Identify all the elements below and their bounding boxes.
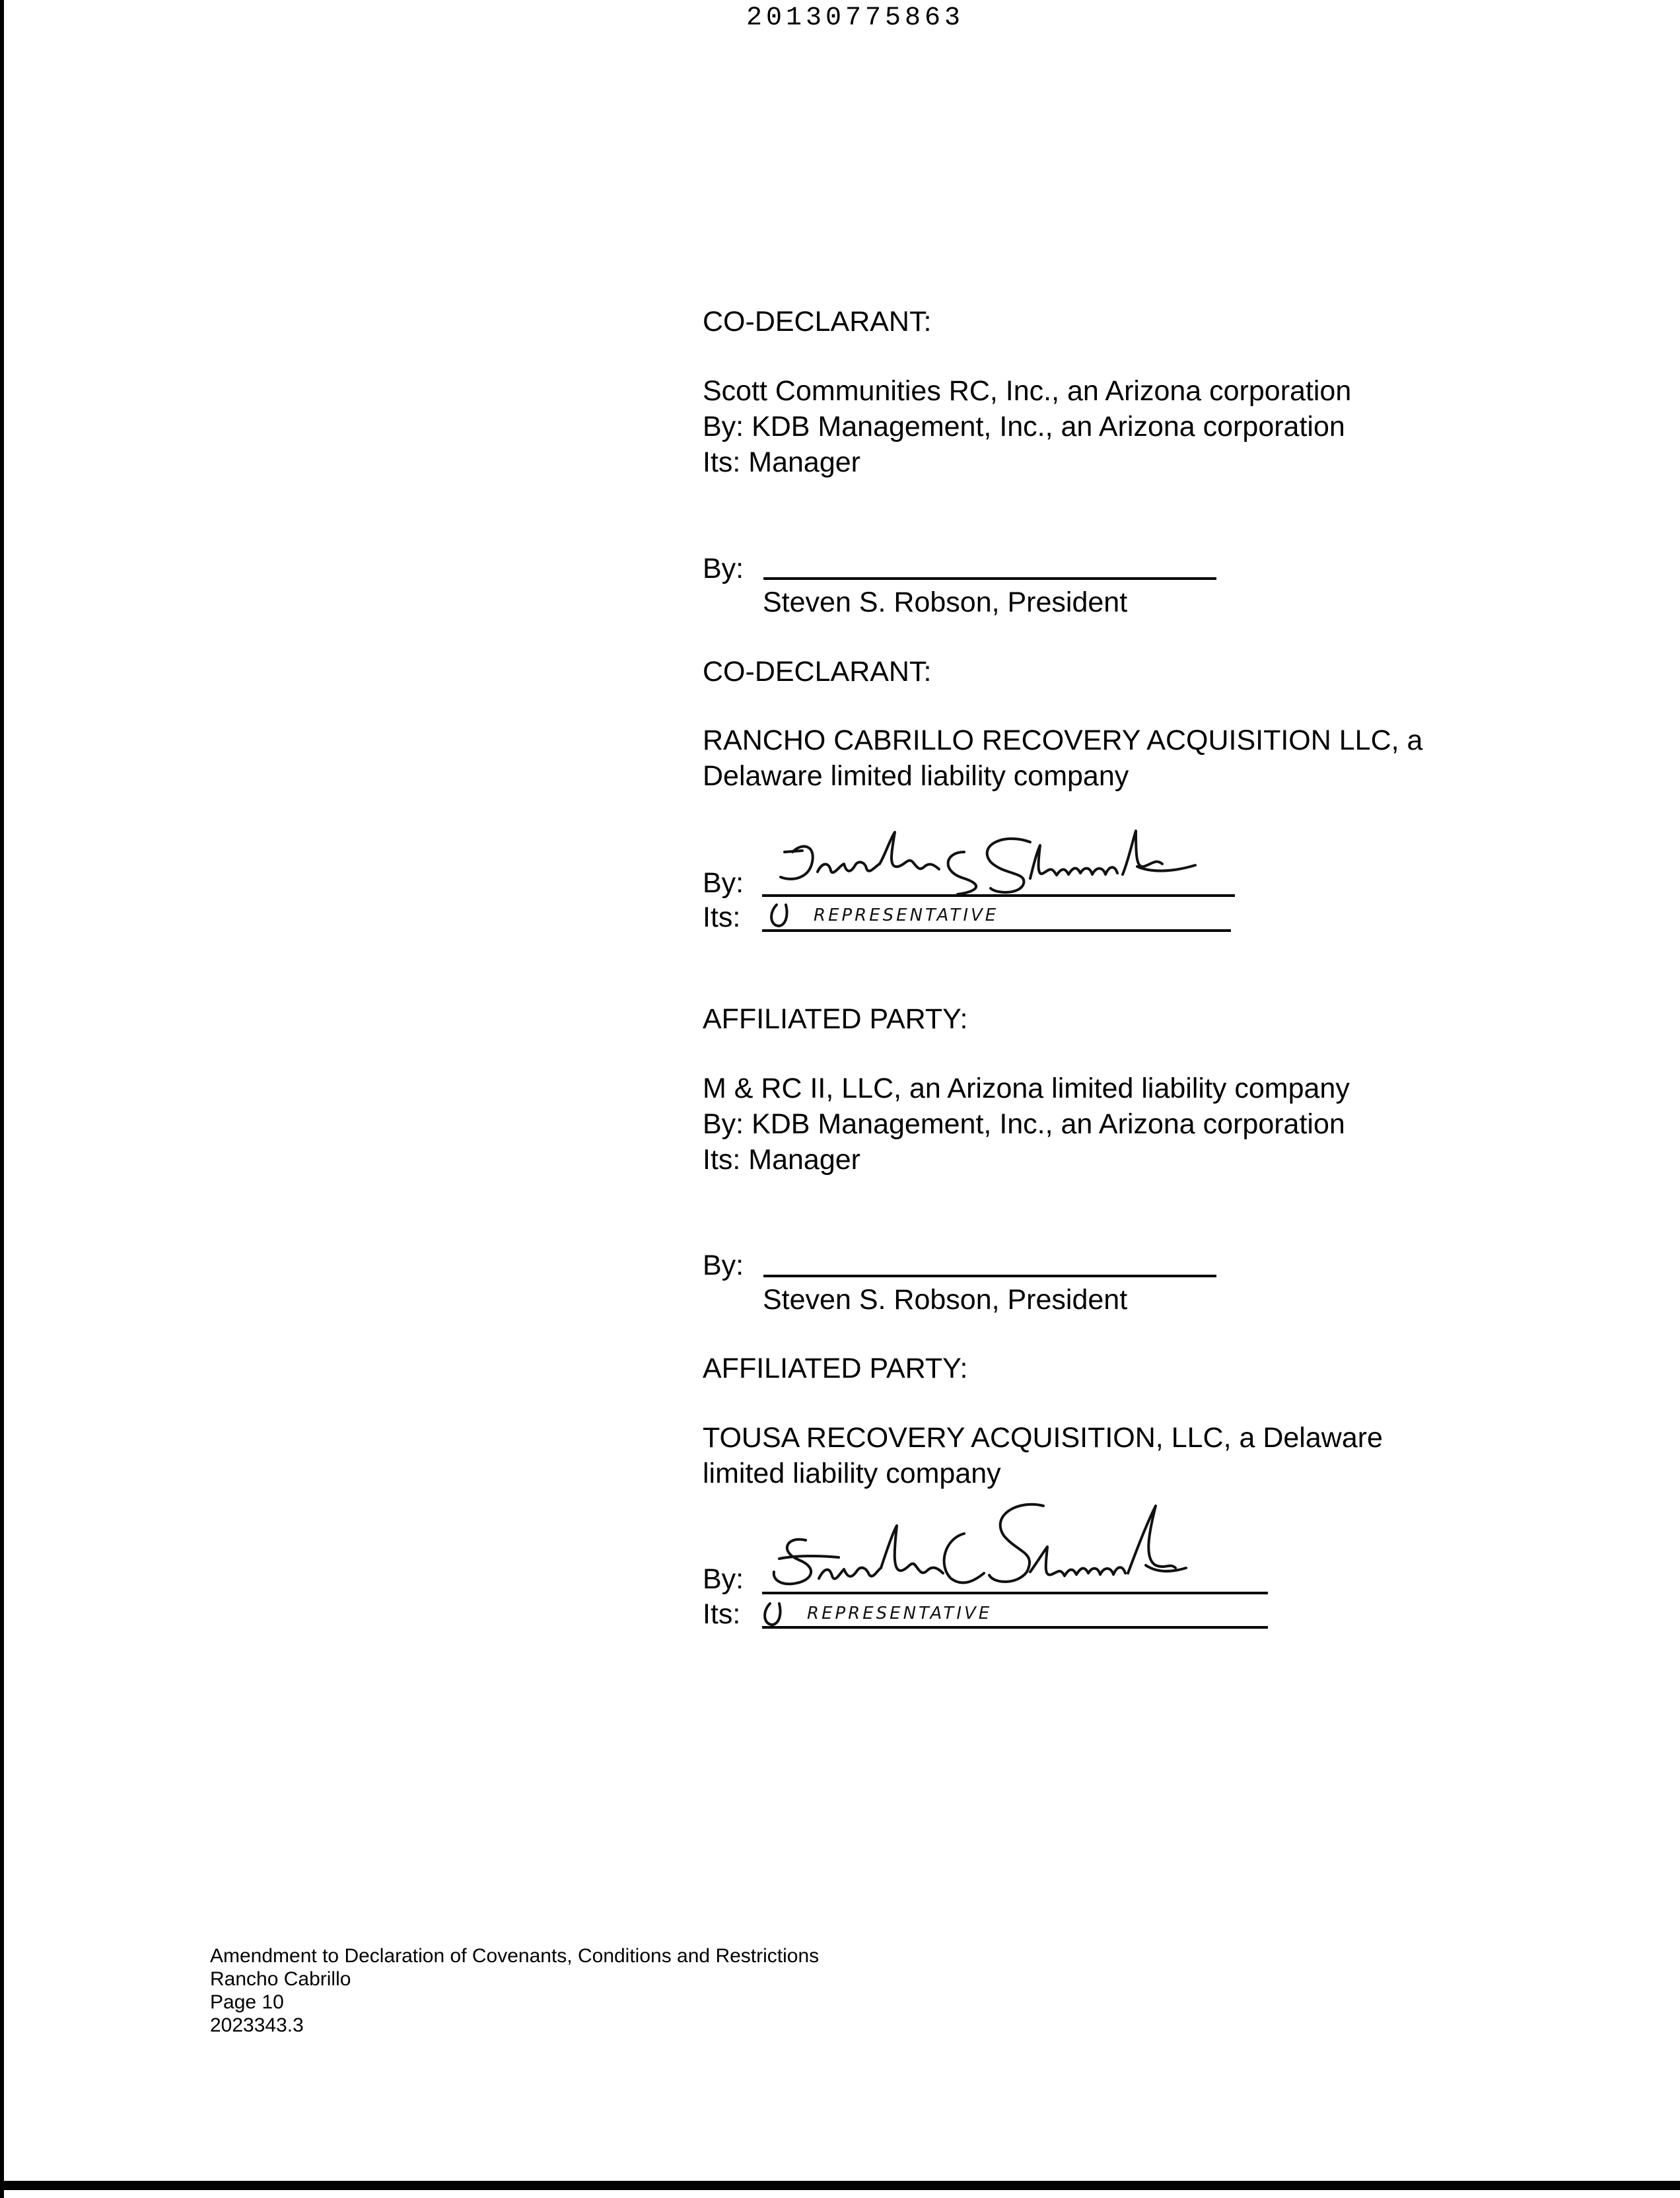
entity-line: RANCHO CABRILLO RECOVERY ACQUISITION LLC, a xyxy=(703,725,1423,756)
footer-doc-id: 2023343.3 xyxy=(210,2014,304,2036)
block-heading: CO-DECLARANT: xyxy=(703,306,932,337)
document-footer xyxy=(210,1944,819,2037)
by-label: By: xyxy=(703,553,744,585)
by-label: By: xyxy=(703,1563,744,1595)
entity-line: By: KDB Management, Inc., an Arizona corporation xyxy=(703,1108,1345,1140)
its-line xyxy=(762,929,1231,932)
handwritten-mark xyxy=(766,900,792,933)
its-label: Its: xyxy=(703,1598,741,1630)
entity-line: TOUSA RECOVERY ACQUISITION, LLC, a Delaware xyxy=(703,1422,1383,1454)
signature-line xyxy=(763,577,1216,580)
entity-line: By: KDB Management, Inc., an Arizona corporation xyxy=(703,411,1345,443)
entity-line: Its: Manager xyxy=(703,446,860,478)
document-number: 20130775863 xyxy=(746,3,965,33)
entity-line: Delaware limited liability company xyxy=(703,760,1129,792)
entity-line: Scott Communities RC, Inc., an Arizona corporation xyxy=(703,375,1352,407)
by-label: By: xyxy=(703,867,744,899)
signer-name: Steven S. Robson, President xyxy=(763,586,1128,618)
signature-line xyxy=(763,1275,1216,1277)
footer-title: Amendment to Declaration of Covenants, Conditions and Restrictions xyxy=(210,1945,820,1967)
handwritten-signature xyxy=(766,826,1202,898)
entity-line: limited liability company xyxy=(703,1458,1001,1489)
handwritten-mark xyxy=(759,1598,786,1631)
its-handwritten-value: REPRESENTATIVE xyxy=(807,1604,993,1623)
entity-line: M & RC II, LLC, an Arizona limited liability company xyxy=(703,1073,1350,1104)
block-heading: AFFILIATED PARTY: xyxy=(703,1353,968,1384)
its-label: Its: xyxy=(703,902,741,933)
its-handwritten-value: REPRESENTATIVE xyxy=(814,905,999,925)
block-heading: CO-DECLARANT: xyxy=(703,656,932,688)
scan-bottom-edge xyxy=(0,2181,1680,2190)
by-label: By: xyxy=(703,1250,744,1281)
handwritten-signature xyxy=(766,1499,1189,1598)
its-line xyxy=(762,1626,1268,1629)
entity-line: Its: Manager xyxy=(703,1144,860,1176)
footer-page: Page 10 xyxy=(210,1991,284,2013)
signer-name: Steven S. Robson, President xyxy=(763,1284,1128,1316)
block-heading: AFFILIATED PARTY: xyxy=(703,1003,968,1035)
scan-left-edge xyxy=(0,0,4,2198)
footer-project: Rancho Cabrillo xyxy=(210,1968,351,1990)
